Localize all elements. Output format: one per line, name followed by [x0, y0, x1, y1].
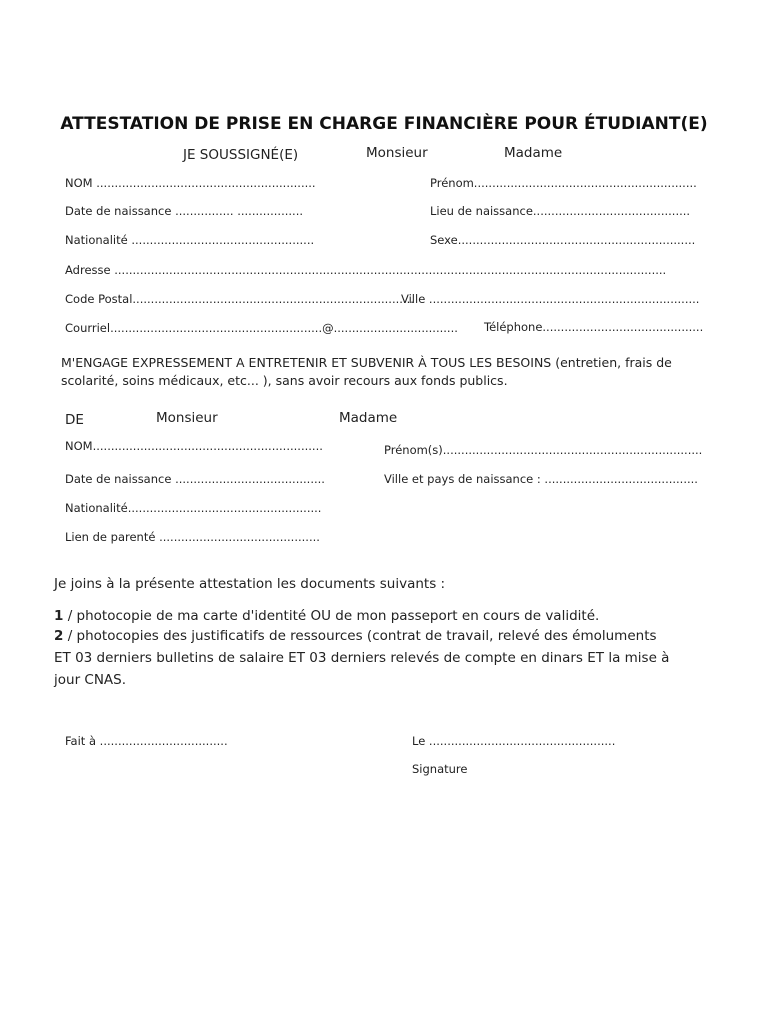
documents-item-2 [54, 625, 657, 647]
beneficiary-lien-parente-field[interactable]: Lien de parenté ............................................ [65, 530, 320, 544]
documents-intro: Je joins à la présente attestation les documents suivants : [54, 576, 446, 592]
declarant-date-naissance-field[interactable]: Date de naissance ................ .................. [65, 204, 304, 218]
beneficiary-option-madame[interactable]: Madame [339, 410, 398, 426]
documents-item-1-text: / photocopie de ma carte d'identité OU de mon passeport en cours de validité. [63, 608, 600, 624]
documents-item-2-line-1: / photocopies des justificatifs de ressources (contrat de travail, relevé des émoluments [63, 628, 657, 644]
declarant-option-madame[interactable]: Madame [504, 145, 563, 161]
je-soussigne-label: JE SOUSSIGNÉ(E) [183, 147, 299, 163]
declarant-telephone-field[interactable]: Téléphone............................................ [484, 320, 704, 334]
declarant-nom-field[interactable]: NOM ............................................................ [65, 176, 316, 190]
documents-item-1 [54, 605, 599, 627]
declarant-prenom-field[interactable]: Prénom............................................................. [430, 176, 697, 190]
beneficiary-option-monsieur[interactable]: Monsieur [156, 410, 218, 426]
engagement-line-2: scolarité, soins médicaux, etc... ), sans avoir recours aux fonds publics. [61, 373, 508, 388]
documents-item-1-number: 1 [54, 608, 64, 624]
beneficiary-nationalite-field[interactable]: Nationalité..................................................... [65, 501, 322, 515]
beneficiary-prenom-field[interactable]: Prénom(s)....................................................................... [384, 443, 703, 457]
beneficiary-ville-pays-field[interactable]: Ville et pays de naissance : .......................................... [384, 472, 698, 486]
signature-label: Signature [412, 762, 468, 776]
declarant-nationalite-field[interactable]: Nationalité .................................................. [65, 233, 315, 247]
declarant-lieu-naissance-field[interactable]: Lieu de naissance........................................... [430, 204, 691, 218]
declarant-sexe-field[interactable]: Sexe................................................................. [430, 233, 696, 247]
engagement-line-1: M'ENGAGE EXPRESSEMENT A ENTRETENIR ET SUBVENIR À TOUS LES BESOINS (entretien, frais de [61, 355, 672, 370]
de-label: DE [65, 412, 84, 428]
fait-a-field[interactable]: Fait à ................................... [65, 734, 228, 748]
documents-item-2-line-2: ET 03 derniers bulletins de salaire ET 03 derniers relevés de compte en dinars ET la mise à [54, 650, 670, 666]
declarant-adresse-field[interactable]: Adresse ....................................................................................................................................................... [65, 263, 667, 277]
beneficiary-nom-field[interactable]: NOM............................................................... [65, 439, 323, 453]
beneficiary-date-naissance-field[interactable]: Date de naissance ......................................... [65, 472, 325, 486]
document-title: ATTESTATION DE PRISE EN CHARGE FINANCIÈRE POUR ÉTUDIANT(E) [60, 114, 708, 134]
documents-item-2-number: 2 [54, 628, 64, 644]
declarant-option-monsieur[interactable]: Monsieur [366, 145, 428, 161]
date-le-field[interactable]: Le ................................................... [412, 734, 616, 748]
declarant-ville-field[interactable]: Ville .......................................................................... [401, 292, 700, 306]
declarant-courriel-field[interactable]: Courriel..........................................................@.................................. [65, 321, 458, 335]
documents-item-2-line-3: jour CNAS. [54, 672, 127, 688]
declarant-code-postal-field[interactable]: Code Postal............................................................................. [65, 292, 414, 306]
